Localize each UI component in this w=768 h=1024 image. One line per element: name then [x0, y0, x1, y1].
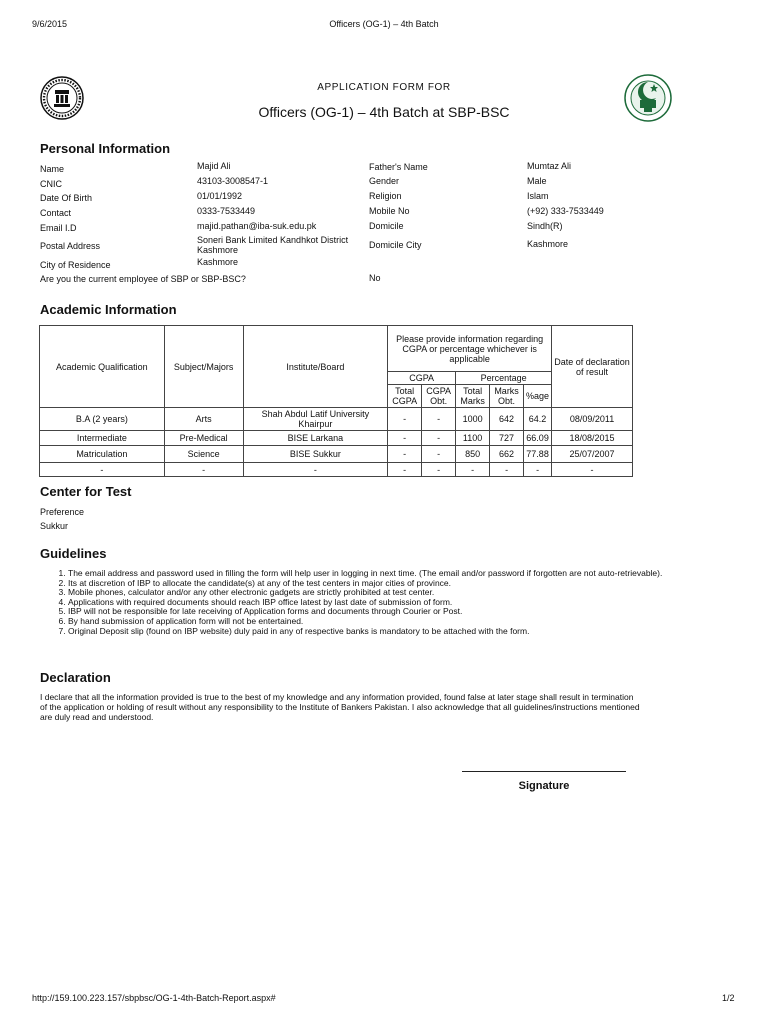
center-test-heading: Center for Test [40, 484, 132, 499]
email-value: majid.pathan@iba-suk.edu.pk [197, 221, 317, 231]
list-item: 3. Mobile phones, calculator and/or any other electronic gadgets are strictly prohibited at test center. [68, 588, 668, 598]
cell-total-marks: - [456, 463, 490, 477]
cell-institute: - [243, 463, 388, 477]
guidelines-list [40, 569, 668, 636]
cell-total-marks: 850 [456, 446, 490, 463]
mobile-label: Mobile No [369, 206, 410, 216]
preference-label: Preference [40, 507, 85, 517]
signature-label: Signature [518, 780, 570, 792]
declaration-text: I declare that all the information provided is true to the best of my knowledge and any information provided, found false at later stage shall result in termination of the application or holding of result without any responsibility to the Institute of Bankers Pakistan. I also acknowledge that all guidelines/instructions mentioned are duly read and understood. [40, 692, 640, 722]
cell-institute: BISE Larkana [243, 431, 388, 446]
list-item: 5. IBP will not be responsible for late receiving of Application forms and documents through Courier or Post. [68, 607, 668, 617]
domicile-value: Sindh(R) [527, 221, 563, 231]
col-subject-majors: Subject/Majors [164, 326, 243, 408]
city-residence-label: City of Residence [40, 260, 111, 270]
cell-cgpa-obt: - [422, 408, 456, 431]
cell-cgpa-obt: - [422, 431, 456, 446]
personal-info-heading: Personal Information [40, 141, 171, 156]
domicile-city-label: Domicile City [369, 240, 422, 250]
cell-total-cgpa: - [388, 431, 422, 446]
mobile-value: (+92) 333-7533449 [527, 206, 604, 216]
cell-date: 08/09/2011 [552, 408, 633, 431]
print-title: Officers (OG-1) – 4th Batch [329, 19, 439, 29]
footer-url: http://159.100.223.157/sbpbsc/OG-1-4th-Batch-Report.aspx# [32, 993, 276, 1003]
col-cgpa-obt: CGPA Obt. [422, 385, 456, 408]
cell-total-cgpa: - [388, 446, 422, 463]
cell-percentage: 66.09 [524, 431, 552, 446]
list-item: 1. The email address and password used in filling the form will help user in logging in next time. (The email and/or password if forgotten are not auto-retrievable). [68, 569, 668, 579]
cnic-value: 43103-3008547-1 [197, 176, 269, 186]
col-cgpa-group: CGPA [388, 372, 456, 385]
father-name-value: Mumtaz Ali [527, 161, 572, 171]
guidelines-heading: Guidelines [40, 546, 107, 561]
name-label: Name [40, 164, 65, 174]
col-total-cgpa: Total CGPA [388, 385, 422, 408]
table-row [40, 446, 633, 463]
city-residence-value: Kashmore [197, 257, 239, 267]
cell-marks-obt: 727 [490, 431, 524, 446]
cell-total-cgpa: - [388, 463, 422, 477]
cell-institute: Shah Abdul Latif University Khairpur [243, 408, 388, 431]
cell-subject: Science [164, 446, 243, 463]
cnic-label: CNIC [40, 179, 62, 189]
table-row [40, 463, 633, 477]
postal-address-label: Postal Address [40, 241, 101, 251]
signature-line [462, 771, 626, 772]
list-item: 7. Original Deposit slip (found on IBP website) duly paid in any of respective banks is mandatory to be attached with the form. [68, 627, 668, 637]
cell-qualification: - [40, 463, 165, 477]
cell-subject: Arts [164, 408, 243, 431]
form-for-label: APPLICATION FORM FOR [317, 82, 451, 93]
cell-date: - [552, 463, 633, 477]
postal-address-value: Soneri Bank Limited Kandhkot District Kashmore [197, 235, 349, 255]
cell-total-marks: 1100 [456, 431, 490, 446]
employee-question: Are you the current employee of SBP or SBP-BSC? [40, 274, 246, 284]
academic-table [39, 325, 633, 477]
cell-percentage: 64.2 [524, 408, 552, 431]
col-academic-qualification: Academic Qualification [40, 326, 165, 408]
table-row [40, 431, 633, 446]
religion-label: Religion [369, 191, 402, 201]
cell-marks-obt: - [490, 463, 524, 477]
cell-cgpa-obt: - [422, 446, 456, 463]
cell-qualification: Matriculation [40, 446, 165, 463]
contact-value: 0333-7533449 [197, 206, 256, 216]
cell-subject: - [164, 463, 243, 477]
cell-qualification: Intermediate [40, 431, 165, 446]
cell-cgpa-obt: - [422, 463, 456, 477]
form-subtitle: Officers (OG-1) – 4th Batch at SBP-BSC [258, 104, 510, 120]
gender-label: Gender [369, 176, 400, 186]
list-item: 4. Applications with required documents should reach IBP office latest by last date of submission of form. [68, 598, 668, 608]
domicile-label: Domicile [369, 221, 404, 231]
cell-institute: BISE Sukkur [243, 446, 388, 463]
col-total-marks: Total Marks [456, 385, 490, 408]
cell-total-marks: 1000 [456, 408, 490, 431]
dob-label: Date Of Birth [40, 193, 93, 203]
email-label: Email I.D [40, 223, 77, 233]
cell-date: 25/07/2007 [552, 446, 633, 463]
list-item: 2. Its at discretion of IBP to allocate the candidate(s) at any of the test centers in major cities of province. [68, 579, 668, 589]
religion-value: Islam [527, 191, 549, 201]
cell-marks-obt: 642 [490, 408, 524, 431]
cell-total-cgpa: - [388, 408, 422, 431]
col-marks-obt: Marks Obt. [490, 385, 524, 408]
page-number: 1/2 [722, 993, 735, 1003]
cell-marks-obt: 662 [490, 446, 524, 463]
col-percentage-age: %age [524, 385, 552, 408]
cell-percentage: 77.88 [524, 446, 552, 463]
cell-qualification: B.A (2 years) [40, 408, 165, 431]
domicile-city-value: Kashmore [527, 239, 569, 249]
employee-answer: No [369, 273, 381, 283]
cell-subject: Pre-Medical [164, 431, 243, 446]
name-value: Majid Ali [197, 161, 231, 171]
cell-date: 18/08/2015 [552, 431, 633, 446]
cell-percentage: - [524, 463, 552, 477]
print-date: 9/6/2015 [32, 19, 68, 29]
col-cgpa-percentage-info: Please provide information regarding CGPA or percentage whichever is applicable [388, 326, 552, 372]
col-percentage-group: Percentage [456, 372, 552, 385]
table-row [40, 408, 633, 431]
academic-info-heading: Academic Information [40, 302, 177, 317]
preference-value: Sukkur [40, 521, 69, 531]
list-item: 6. By hand submission of application form will not be entertained. [68, 617, 668, 627]
gender-value: Male [527, 176, 547, 186]
col-date-declaration: Date of declaration of result [552, 326, 633, 408]
col-institute-board: Institute/Board [243, 326, 388, 408]
declaration-heading: Declaration [40, 670, 111, 685]
father-name-label: Father's Name [369, 162, 428, 172]
contact-label: Contact [40, 208, 72, 218]
dob-value: 01/01/1992 [197, 191, 243, 201]
